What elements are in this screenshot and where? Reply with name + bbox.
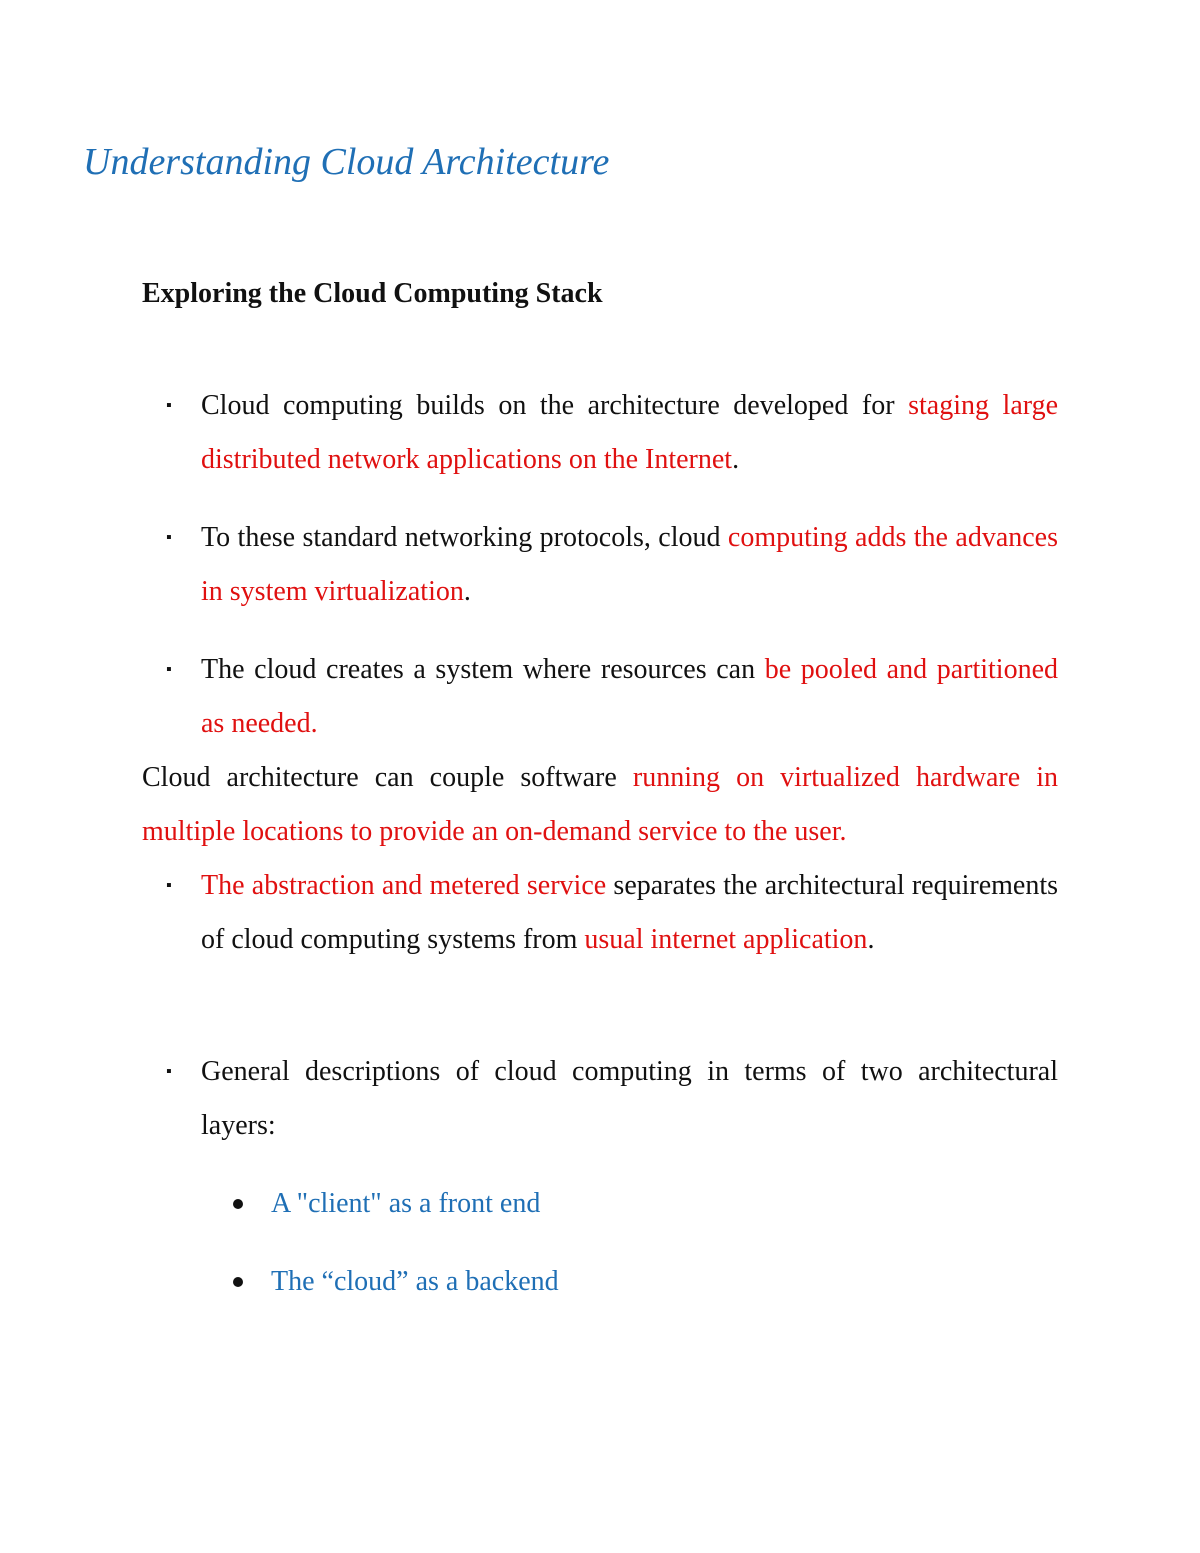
square-bullet-icon: ▪: [166, 877, 172, 894]
bullet-5-text-a: General descriptions of cloud computing in terms of two architectural layers:: [201, 1056, 1058, 1141]
bullet-1-text-a: Cloud computing builds on the architecture developed for: [201, 390, 909, 421]
bullet-4-text-c: usual internet application: [584, 924, 868, 955]
page-title: Understanding Cloud Architecture: [83, 141, 610, 183]
bullet-1-text-c: .: [732, 444, 740, 475]
bullet-item-5: [201, 1045, 1058, 1153]
square-bullet-icon: ▪: [166, 397, 172, 414]
bullet-2-text-c: .: [463, 576, 471, 607]
bullet-1-text-b: staging large distributed network applications on the Internet: [201, 390, 1058, 475]
round-bullet-icon: [233, 1277, 243, 1287]
bullet-4-text-b: separates the architectural requirements of cloud computing systems from: [201, 870, 1059, 955]
section-heading: Exploring the Cloud Computing Stack: [142, 278, 603, 309]
paragraph-text-b: running on virtualized hardware in multiple locations to provide an on-demand service to the user.: [142, 762, 1058, 847]
bullet-item-2: [201, 511, 1058, 619]
body-paragraph: [142, 751, 1058, 859]
round-bullet-icon: [233, 1199, 243, 1209]
bullet-2-text-a: To these standard networking protocols, cloud: [201, 522, 728, 553]
bullet-4-text-a: The abstraction and metered service: [201, 870, 607, 901]
bullet-item-4: [201, 859, 1058, 967]
square-bullet-icon: ▪: [166, 529, 172, 546]
sub-item-cloud: The “cloud” as a backend: [271, 1266, 559, 1297]
bullet-4-text-d: .: [867, 924, 875, 955]
square-bullet-icon: ▪: [166, 661, 172, 678]
bullet-item-1: [201, 379, 1058, 487]
bullet-3-text-b: be pooled and partitioned as needed.: [201, 654, 1059, 739]
sub-item-client: A "client" as a front end: [271, 1188, 541, 1219]
paragraph-text-a: Cloud architecture can couple software: [142, 762, 633, 793]
bullet-2-text-b: computing adds the advances in system virtualization: [201, 522, 1058, 607]
square-bullet-icon: ▪: [166, 1063, 172, 1080]
bullet-item-3: [201, 643, 1058, 751]
bullet-3-text-a: The cloud creates a system where resources can: [201, 654, 765, 685]
